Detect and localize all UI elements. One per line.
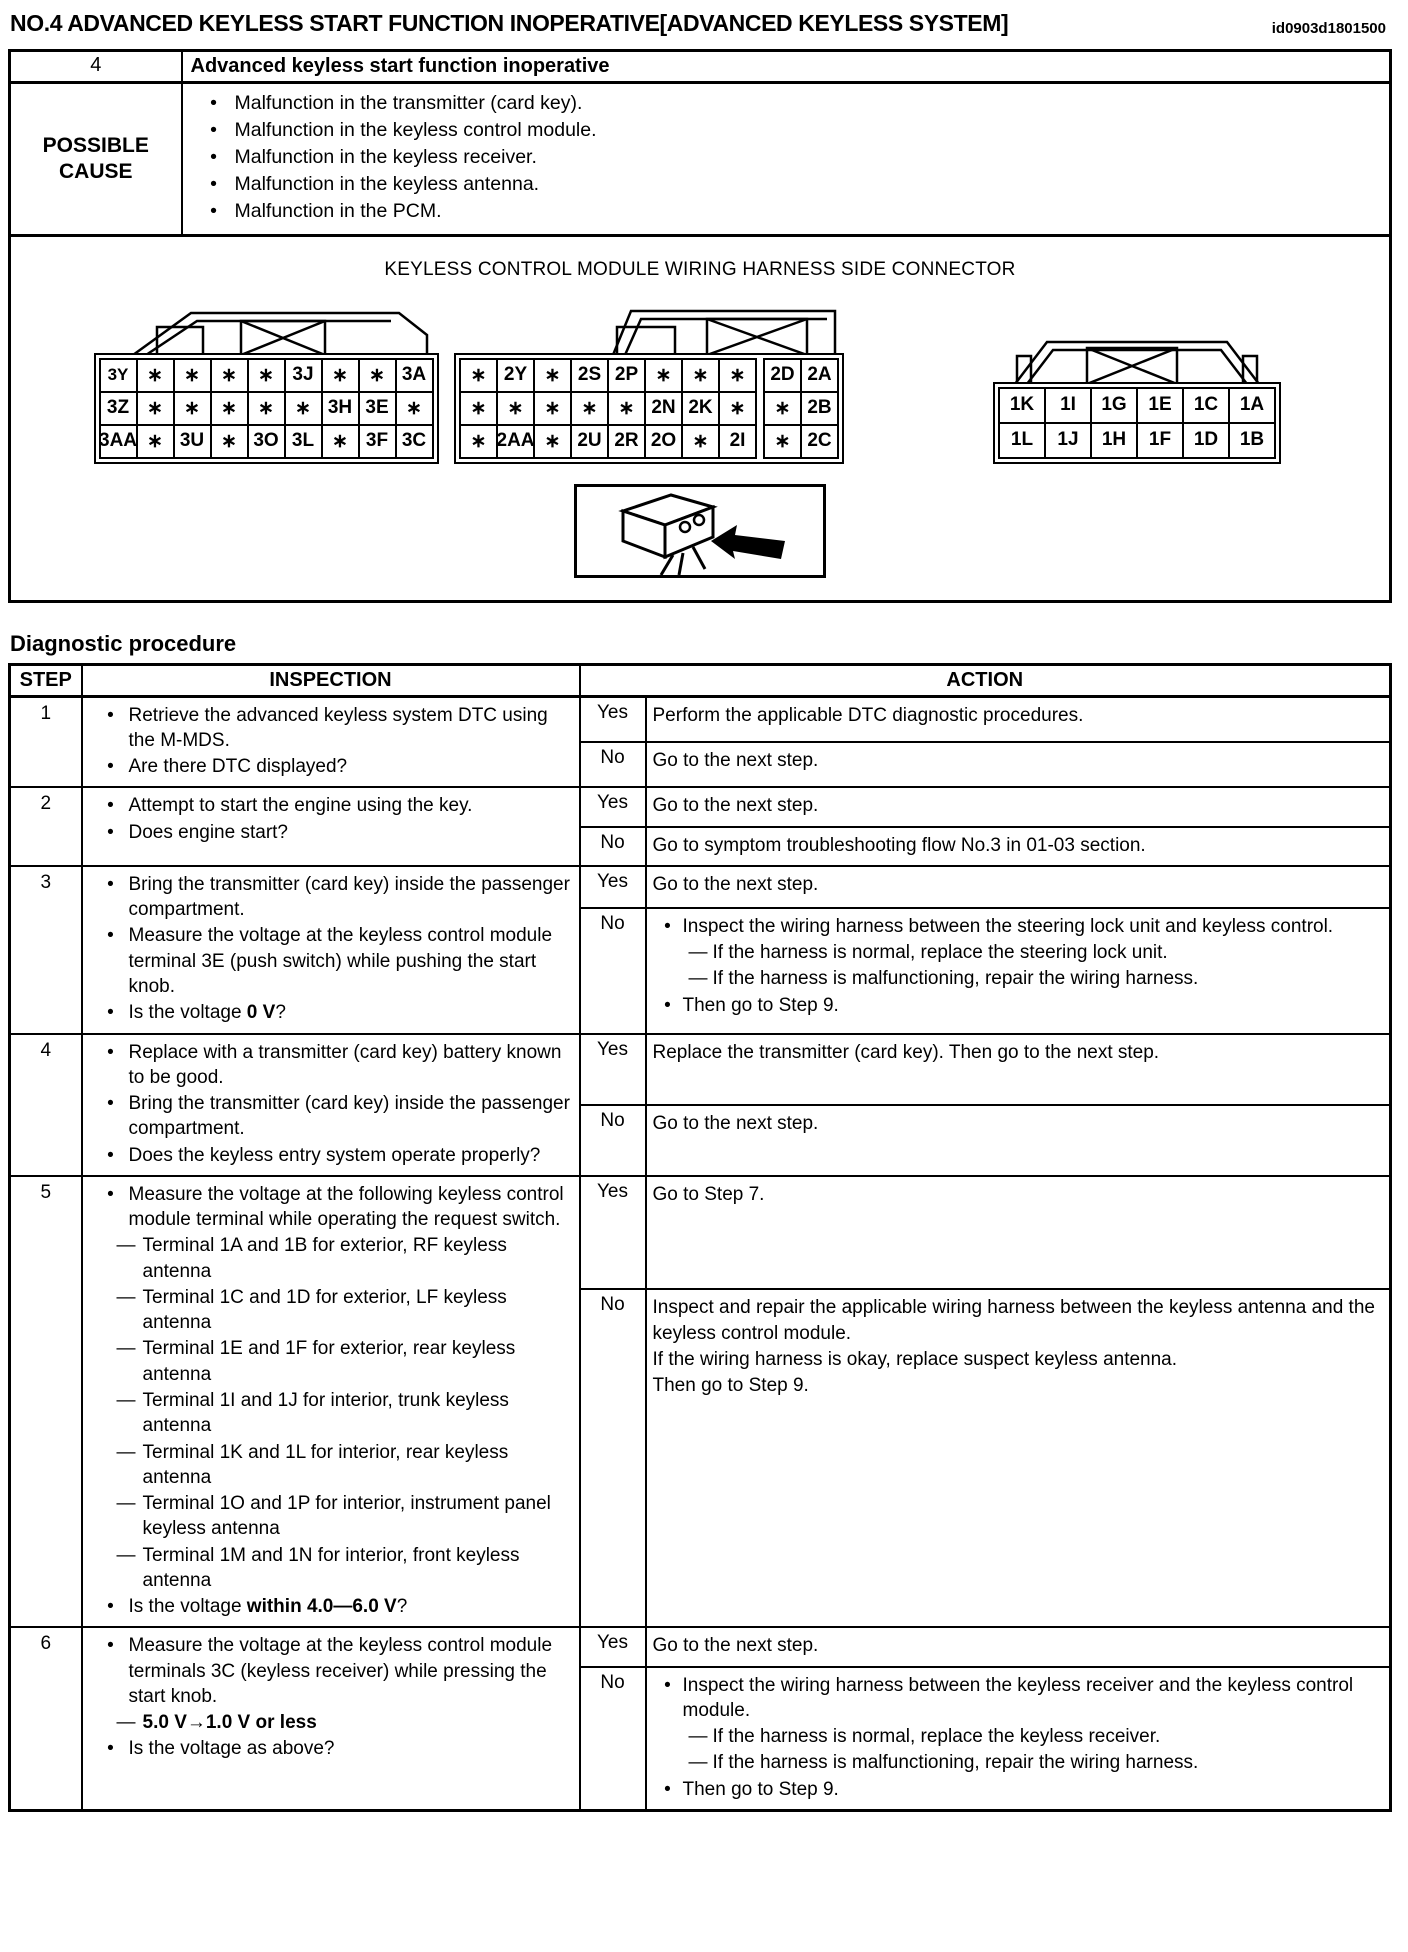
pin-cell: ∗ bbox=[212, 426, 247, 457]
pin-cell: 1B bbox=[1230, 424, 1274, 457]
pin-cell: 2P bbox=[609, 360, 644, 391]
text-line: — Terminal 1O and 1P for interior, instrument panel keyless antenna bbox=[116, 1493, 551, 1540]
text-line: — Terminal 1K and 1L for interior, rear keyless antenna bbox=[116, 1441, 509, 1488]
text-line: • Measure the voltage at the keyless control module terminal 3E (push switch) while pushing the start knob. bbox=[107, 925, 553, 997]
pin-cell: ∗ bbox=[609, 393, 644, 424]
connector-right-pins bbox=[998, 387, 1276, 459]
action-header: ACTION bbox=[580, 664, 1391, 696]
pin-cell: 1K bbox=[1000, 389, 1044, 422]
connector-hood-left-icon bbox=[91, 303, 441, 355]
possible-cause-row bbox=[10, 83, 1391, 236]
pin-cell: 2B bbox=[802, 393, 837, 424]
pin-cell: 3Z bbox=[101, 393, 136, 424]
step-number: 3 bbox=[10, 866, 82, 1034]
yes-label: Yes bbox=[580, 787, 646, 826]
symptom-number: 4 bbox=[10, 51, 182, 83]
no-label: No bbox=[580, 827, 646, 866]
text-line: • Is the voltage within 4.0—6.0 V? bbox=[107, 1596, 408, 1618]
text-line: • Measure the voltage at the keyless control module terminals 3C (keyless receiver) while pressing the start knob. bbox=[107, 1635, 553, 1707]
no-action-cell bbox=[646, 1667, 1391, 1811]
arrow-icon bbox=[711, 525, 785, 559]
text-line: — Terminal 1I and 1J for interior, trunk keyless antenna bbox=[116, 1389, 509, 1437]
text-line: • Malfunction in the keyless antenna. bbox=[210, 172, 540, 195]
step-number: 4 bbox=[10, 1034, 82, 1176]
pin-cell: ∗ bbox=[138, 426, 173, 457]
pin-cell: 1J bbox=[1046, 424, 1090, 457]
text-line: • Does engine start? bbox=[107, 821, 288, 843]
inspection-cell bbox=[82, 1034, 580, 1176]
inspection-cell bbox=[82, 1627, 580, 1810]
text-line: — If the harness is normal, replace the steering lock unit. bbox=[688, 942, 1168, 964]
pin-cell: 3F bbox=[360, 426, 395, 457]
text-line: — 5.0 V→1.0 V or less bbox=[116, 1712, 317, 1734]
inspection-cell bbox=[82, 787, 580, 866]
possible-cause-list bbox=[182, 83, 1391, 236]
yes-action-cell bbox=[646, 696, 1391, 742]
pin-cell: 2K bbox=[683, 393, 718, 424]
pin-cell: 3Y bbox=[101, 360, 136, 391]
connector-left bbox=[91, 303, 441, 464]
yes-action-cell bbox=[646, 866, 1391, 908]
no-action-cell bbox=[646, 1289, 1391, 1627]
pin-cell: 1G bbox=[1092, 389, 1136, 422]
text-line: • Bring the transmitter (card key) inside the passenger compartment. bbox=[107, 873, 570, 921]
pin-cell: ∗ bbox=[765, 426, 800, 457]
text-line: — If the harness is malfunctioning, repair the wiring harness. bbox=[688, 1752, 1199, 1774]
text-line: • Does the keyless entry system operate properly? bbox=[107, 1144, 541, 1166]
connector-right-frame bbox=[993, 382, 1281, 464]
diagnostic-table bbox=[8, 663, 1392, 1812]
pin-cell: 3A bbox=[397, 360, 432, 391]
pin-cell: 3AA bbox=[101, 426, 136, 457]
text-line: — If the harness is malfunctioning, repair the wiring harness. bbox=[688, 968, 1199, 990]
no-action-cell bbox=[646, 1105, 1391, 1176]
step-row-yes bbox=[10, 866, 1391, 908]
text-line: • Malfunction in the keyless receiver. bbox=[210, 145, 537, 168]
symptom-text: Advanced keyless start function inoperative bbox=[182, 51, 1391, 83]
step-row-yes bbox=[10, 1627, 1391, 1666]
pin-cell: 1I bbox=[1046, 389, 1090, 422]
pin-cell: 2A bbox=[802, 360, 837, 391]
pin-cell: 1H bbox=[1092, 424, 1136, 457]
text-line: Go to the next step. bbox=[652, 1112, 819, 1134]
text-line: • Replace with a transmitter (card key) battery known to be good. bbox=[107, 1041, 562, 1088]
connector-diagrams bbox=[21, 303, 1379, 464]
pin-cell: 3E bbox=[360, 393, 395, 424]
no-label: No bbox=[580, 1667, 646, 1811]
pin-cell: 1D bbox=[1184, 424, 1228, 457]
diagnostic-table-body bbox=[10, 696, 1391, 1810]
pin-cell: 2S bbox=[572, 360, 607, 391]
step-number: 2 bbox=[10, 787, 82, 866]
text-line: • Measure the voltage at the following keyless control module terminal while operating the request switch. bbox=[107, 1183, 564, 1231]
text-line: • Then go to Step 9. bbox=[664, 1778, 839, 1800]
no-label: No bbox=[580, 742, 646, 787]
possible-cause-label: POSSIBLE CAUSE bbox=[10, 83, 182, 236]
connector-middle-frame bbox=[454, 353, 844, 464]
pin-cell: 1E bbox=[1138, 389, 1182, 422]
step-number: 1 bbox=[10, 696, 82, 787]
step-row-yes bbox=[10, 1034, 1391, 1105]
step-row-yes bbox=[10, 787, 1391, 826]
pin-cell: ∗ bbox=[683, 360, 718, 391]
symptom-row bbox=[10, 51, 1391, 83]
connector-hood-right-icon bbox=[987, 332, 1287, 384]
text-line: If the wiring harness is okay, replace suspect keyless antenna. bbox=[652, 1348, 1178, 1370]
yes-action-cell bbox=[646, 1627, 1391, 1666]
connector-left-frame bbox=[94, 353, 439, 464]
connector-right bbox=[987, 332, 1287, 464]
step-number: 5 bbox=[10, 1176, 82, 1628]
pin-cell: ∗ bbox=[397, 393, 432, 424]
pin-cell: ∗ bbox=[535, 360, 570, 391]
pin-cell: ∗ bbox=[323, 426, 358, 457]
step-header: STEP bbox=[10, 664, 82, 696]
inspection-cell bbox=[82, 696, 580, 787]
pin-cell: ∗ bbox=[720, 393, 755, 424]
no-action-cell bbox=[646, 827, 1391, 866]
pin-cell: 2N bbox=[646, 393, 681, 424]
pin-cell: 1L bbox=[1000, 424, 1044, 457]
pin-cell: 3J bbox=[286, 360, 321, 391]
title-bar bbox=[10, 10, 1392, 37]
yes-label: Yes bbox=[580, 1034, 646, 1105]
pin-cell: 2C bbox=[802, 426, 837, 457]
figure-row bbox=[10, 235, 1391, 601]
yes-label: Yes bbox=[580, 866, 646, 908]
pin-cell: ∗ bbox=[138, 360, 173, 391]
pin-cell: ∗ bbox=[535, 393, 570, 424]
pin-cell: ∗ bbox=[461, 393, 496, 424]
pin-cell: 2U bbox=[572, 426, 607, 457]
text-line: — Terminal 1E and 1F for exterior, rear keyless antenna bbox=[116, 1338, 516, 1385]
yes-label: Yes bbox=[580, 696, 646, 742]
connector-figure bbox=[10, 235, 1391, 601]
pin-cell: ∗ bbox=[286, 393, 321, 424]
text-line: — If the harness is normal, replace the keyless receiver. bbox=[688, 1726, 1161, 1748]
yes-label: Yes bbox=[580, 1627, 646, 1666]
pin-cell: 3U bbox=[175, 426, 210, 457]
pin-cell: ∗ bbox=[646, 360, 681, 391]
text-line: Then go to Step 9. bbox=[652, 1375, 809, 1397]
yes-action-cell bbox=[646, 1034, 1391, 1105]
pin-cell: ∗ bbox=[212, 360, 247, 391]
connector-plug-legend bbox=[574, 484, 826, 578]
inspection-cell bbox=[82, 1176, 580, 1628]
yes-label: Yes bbox=[580, 1176, 646, 1289]
pin-cell: 2AA bbox=[498, 426, 533, 457]
pin-cell: 3H bbox=[323, 393, 358, 424]
no-action-cell bbox=[646, 908, 1391, 1034]
pin-cell: ∗ bbox=[683, 426, 718, 457]
figure-caption: KEYLESS CONTROL MODULE WIRING HARNESS SIDE CONNECTOR bbox=[384, 258, 1016, 280]
text-line: • Malfunction in the PCM. bbox=[210, 199, 442, 222]
text-line: — Terminal 1M and 1N for interior, front keyless antenna bbox=[116, 1544, 520, 1591]
text-line: • Attempt to start the engine using the key. bbox=[107, 795, 473, 817]
text-line: • Is the voltage 0 V? bbox=[107, 1002, 286, 1024]
no-label: No bbox=[580, 1105, 646, 1176]
connector-middle bbox=[453, 303, 845, 464]
text-line: • Are there DTC displayed? bbox=[107, 756, 348, 778]
connector-plug-icon bbox=[585, 485, 815, 577]
pin-cell: 2I bbox=[720, 426, 755, 457]
text-line: — Terminal 1C and 1D for exterior, LF keyless antenna bbox=[116, 1286, 507, 1334]
connector-middle-side-pins bbox=[763, 358, 839, 459]
no-label: No bbox=[580, 908, 646, 1034]
pin-cell: ∗ bbox=[461, 426, 496, 457]
diagnostic-header-row bbox=[10, 664, 1391, 696]
yes-action-cell bbox=[646, 787, 1391, 826]
text-line: Go to the next step. bbox=[652, 750, 819, 772]
pin-cell: ∗ bbox=[720, 360, 755, 391]
pin-cell: 1C bbox=[1184, 389, 1228, 422]
text-line: • Malfunction in the transmitter (card key). bbox=[210, 92, 583, 114]
pin-cell: 3L bbox=[286, 426, 321, 457]
text-line: Replace the transmitter (card key). Then go to the next step. bbox=[652, 1041, 1160, 1063]
text-line: • Then go to Step 9. bbox=[664, 994, 839, 1016]
inspection-header: INSPECTION bbox=[82, 664, 580, 696]
pin-cell: 1F bbox=[1138, 424, 1182, 457]
pin-cell: 3O bbox=[249, 426, 284, 457]
connector-middle-main-pins bbox=[459, 358, 757, 459]
pin-cell: ∗ bbox=[212, 393, 247, 424]
text-line: • Bring the transmitter (card key) inside the passenger compartment. bbox=[107, 1093, 570, 1140]
pin-cell: ∗ bbox=[765, 393, 800, 424]
pin-cell: 3C bbox=[397, 426, 432, 457]
pin-cell: 2D bbox=[765, 360, 800, 391]
text-line: • Inspect the wiring harness between the keyless receiver and the keyless control module. bbox=[664, 1674, 1354, 1721]
inspection-cell bbox=[82, 866, 580, 1034]
diagnostic-heading: Diagnostic procedure bbox=[10, 630, 237, 656]
pin-cell: ∗ bbox=[249, 360, 284, 391]
pin-cell: ∗ bbox=[461, 360, 496, 391]
pin-cell: 2O bbox=[646, 426, 681, 457]
text-line: • Is the voltage as above? bbox=[107, 1738, 335, 1760]
text-line: Go to Step 7. bbox=[652, 1183, 765, 1205]
text-line: • Inspect the wiring harness between the steering lock unit and keyless control. bbox=[664, 915, 1334, 937]
text-line: Go to the next step. bbox=[652, 1635, 819, 1657]
pin-cell: 2Y bbox=[498, 360, 533, 391]
pin-cell: ∗ bbox=[249, 393, 284, 424]
pin-cell: ∗ bbox=[138, 393, 173, 424]
text-line: • Retrieve the advanced keyless system DTC using the M-MDS. bbox=[107, 704, 548, 751]
pin-cell: 2R bbox=[609, 426, 644, 457]
text-line: Go to symptom troubleshooting flow No.3 in 01-03 section. bbox=[652, 834, 1146, 856]
text-line: Go to the next step. bbox=[652, 873, 819, 895]
text-line: Perform the applicable DTC diagnostic procedures. bbox=[652, 704, 1084, 726]
text-line: Inspect and repair the applicable wiring harness between the keyless antenna and the keyless control module. bbox=[652, 1297, 1375, 1344]
page-title: NO.4 ADVANCED KEYLESS START FUNCTION INOPERATIVE[ADVANCED KEYLESS SYSTEM] bbox=[10, 10, 1009, 36]
step-row-yes bbox=[10, 696, 1391, 742]
no-action-cell bbox=[646, 742, 1391, 787]
pin-cell: ∗ bbox=[360, 360, 395, 391]
symptom-table bbox=[8, 49, 1392, 603]
text-line: — Terminal 1A and 1B for exterior, RF keyless antenna bbox=[116, 1235, 507, 1282]
pin-cell: 1A bbox=[1230, 389, 1274, 422]
pin-cell: ∗ bbox=[323, 360, 358, 391]
yes-action-cell bbox=[646, 1176, 1391, 1289]
connector-left-pins bbox=[99, 358, 434, 459]
step-number: 6 bbox=[10, 1627, 82, 1810]
connector-hood-middle-icon bbox=[453, 303, 845, 355]
pin-cell: ∗ bbox=[498, 393, 533, 424]
pin-cell: ∗ bbox=[175, 360, 210, 391]
text-line: • Malfunction in the keyless control module. bbox=[210, 118, 597, 141]
pin-cell: ∗ bbox=[175, 393, 210, 424]
doc-id: id0903d1801500 bbox=[1271, 20, 1386, 37]
pin-cell: ∗ bbox=[535, 426, 570, 457]
no-label: No bbox=[580, 1289, 646, 1627]
pin-cell: ∗ bbox=[572, 393, 607, 424]
text-line: Go to the next step. bbox=[652, 795, 819, 817]
step-row-yes bbox=[10, 1176, 1391, 1289]
